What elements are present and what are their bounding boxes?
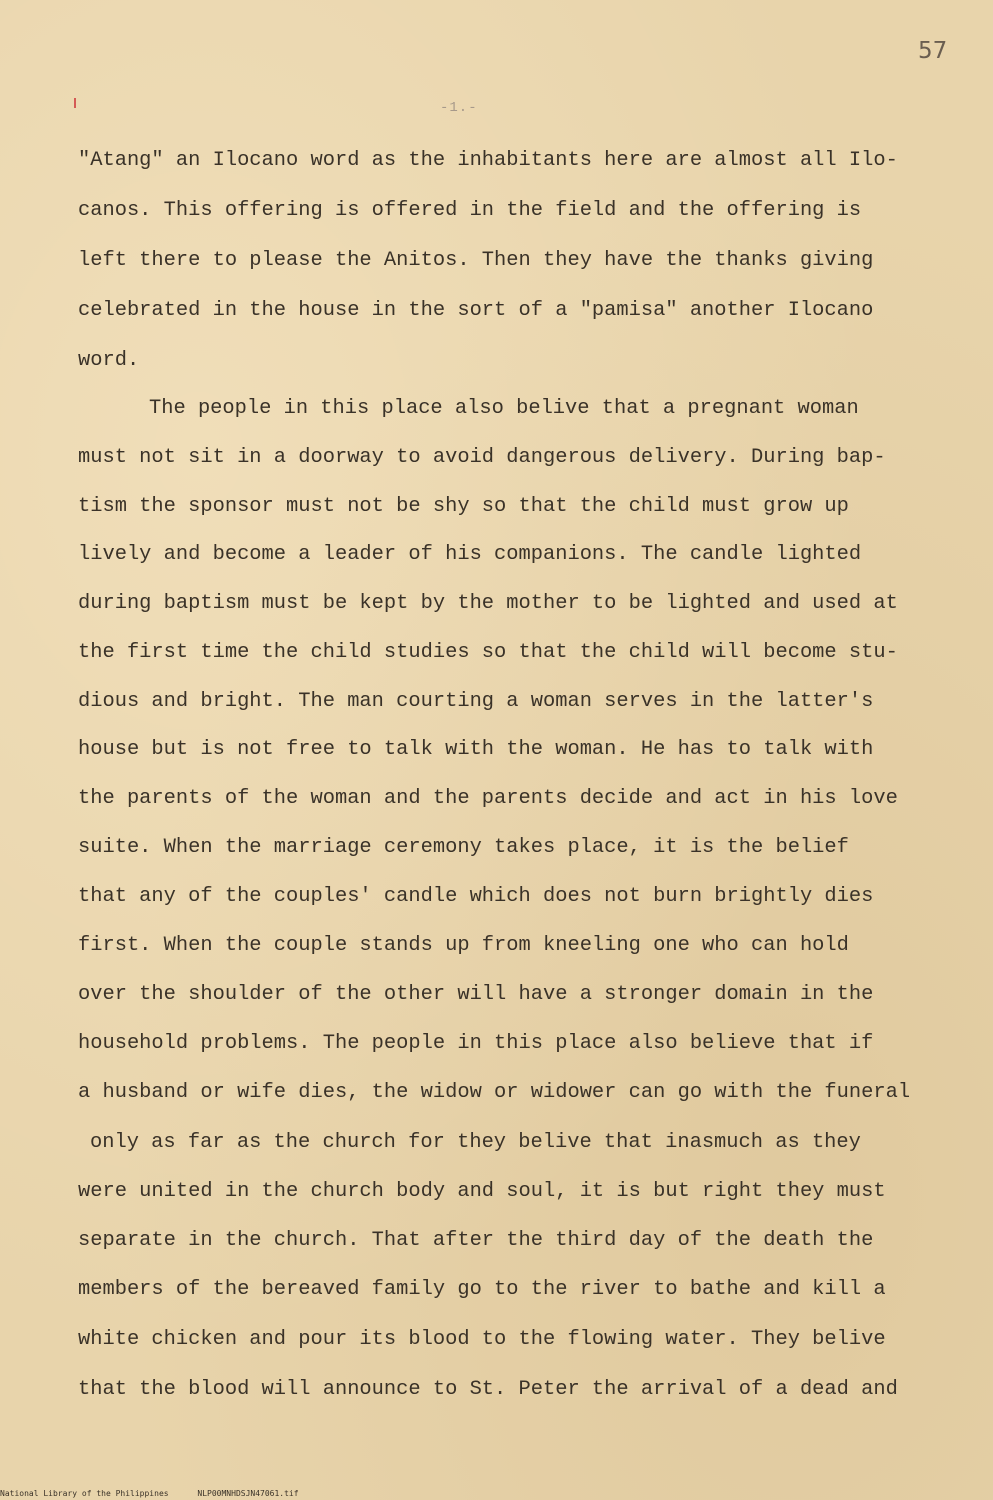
page-number: 57: [918, 38, 948, 64]
text-line: tism the sponsor must not be shy so that the child must grow up: [78, 495, 849, 518]
text-line: were united in the church body and soul, it is but right they must: [78, 1180, 886, 1203]
text-line: left there to please the Anitos. Then they have the thanks giving: [78, 249, 874, 272]
footer-library: National Library of the Philippines: [0, 1489, 169, 1498]
text-line: household problems. The people in this place also believe that if: [78, 1032, 874, 1055]
text-line: over the shoulder of the other will have a stronger domain in the: [78, 983, 874, 1006]
text-line: lively and become a leader of his companions. The candle lighted: [78, 543, 862, 566]
text-line: members of the bereaved family go to the river to bathe and kill a: [78, 1278, 886, 1301]
text-line: separate in the church. That after the third day of the death the: [78, 1229, 874, 1252]
text-line: only as far as the church for they belive that inasmuch as they: [90, 1131, 861, 1154]
text-line: word.: [78, 349, 140, 372]
text-line: that the blood will announce to St. Peter the arrival of a dead and: [78, 1378, 898, 1401]
text-line: canos. This offering is offered in the field and the offering is: [78, 199, 862, 222]
text-line: first. When the couple stands up from kneeling one who can hold: [78, 934, 849, 957]
text-line: dious and bright. The man courting a woman serves in the latter's: [78, 690, 874, 713]
text-line: that any of the couples' candle which does not burn brightly dies: [78, 885, 874, 908]
text-line: The people in this place also belive that a pregnant woman: [149, 397, 859, 420]
text-line: the parents of the woman and the parents decide and act in his love: [78, 787, 898, 810]
text-line: suite. When the marriage ceremony takes place, it is the belief: [78, 836, 849, 859]
footer-file: NLP00MNHDSJN47061.tif: [197, 1489, 299, 1498]
text-line: celebrated in the house in the sort of a "pamisa" another Ilocano: [78, 299, 874, 322]
text-line: a husband or wife dies, the widow or widower can go with the funeral: [78, 1081, 911, 1104]
text-line: "Atang" an Ilocano word as the inhabitants here are almost all Ilo-: [78, 149, 898, 172]
footer: [0, 1489, 299, 1498]
text-line: must not sit in a doorway to avoid dangerous delivery. During bap-: [78, 446, 886, 469]
text-line: white chicken and pour its blood to the flowing water. They belive: [78, 1328, 886, 1351]
text-line: during baptism must be kept by the mother to be lighted and used at: [78, 592, 898, 615]
page-marker: -1.-: [440, 100, 478, 116]
text-line: the first time the child studies so that the child will become stu-: [78, 641, 898, 664]
red-ink-mark: [74, 98, 76, 108]
text-line: house but is not free to talk with the woman. He has to talk with: [78, 738, 874, 761]
